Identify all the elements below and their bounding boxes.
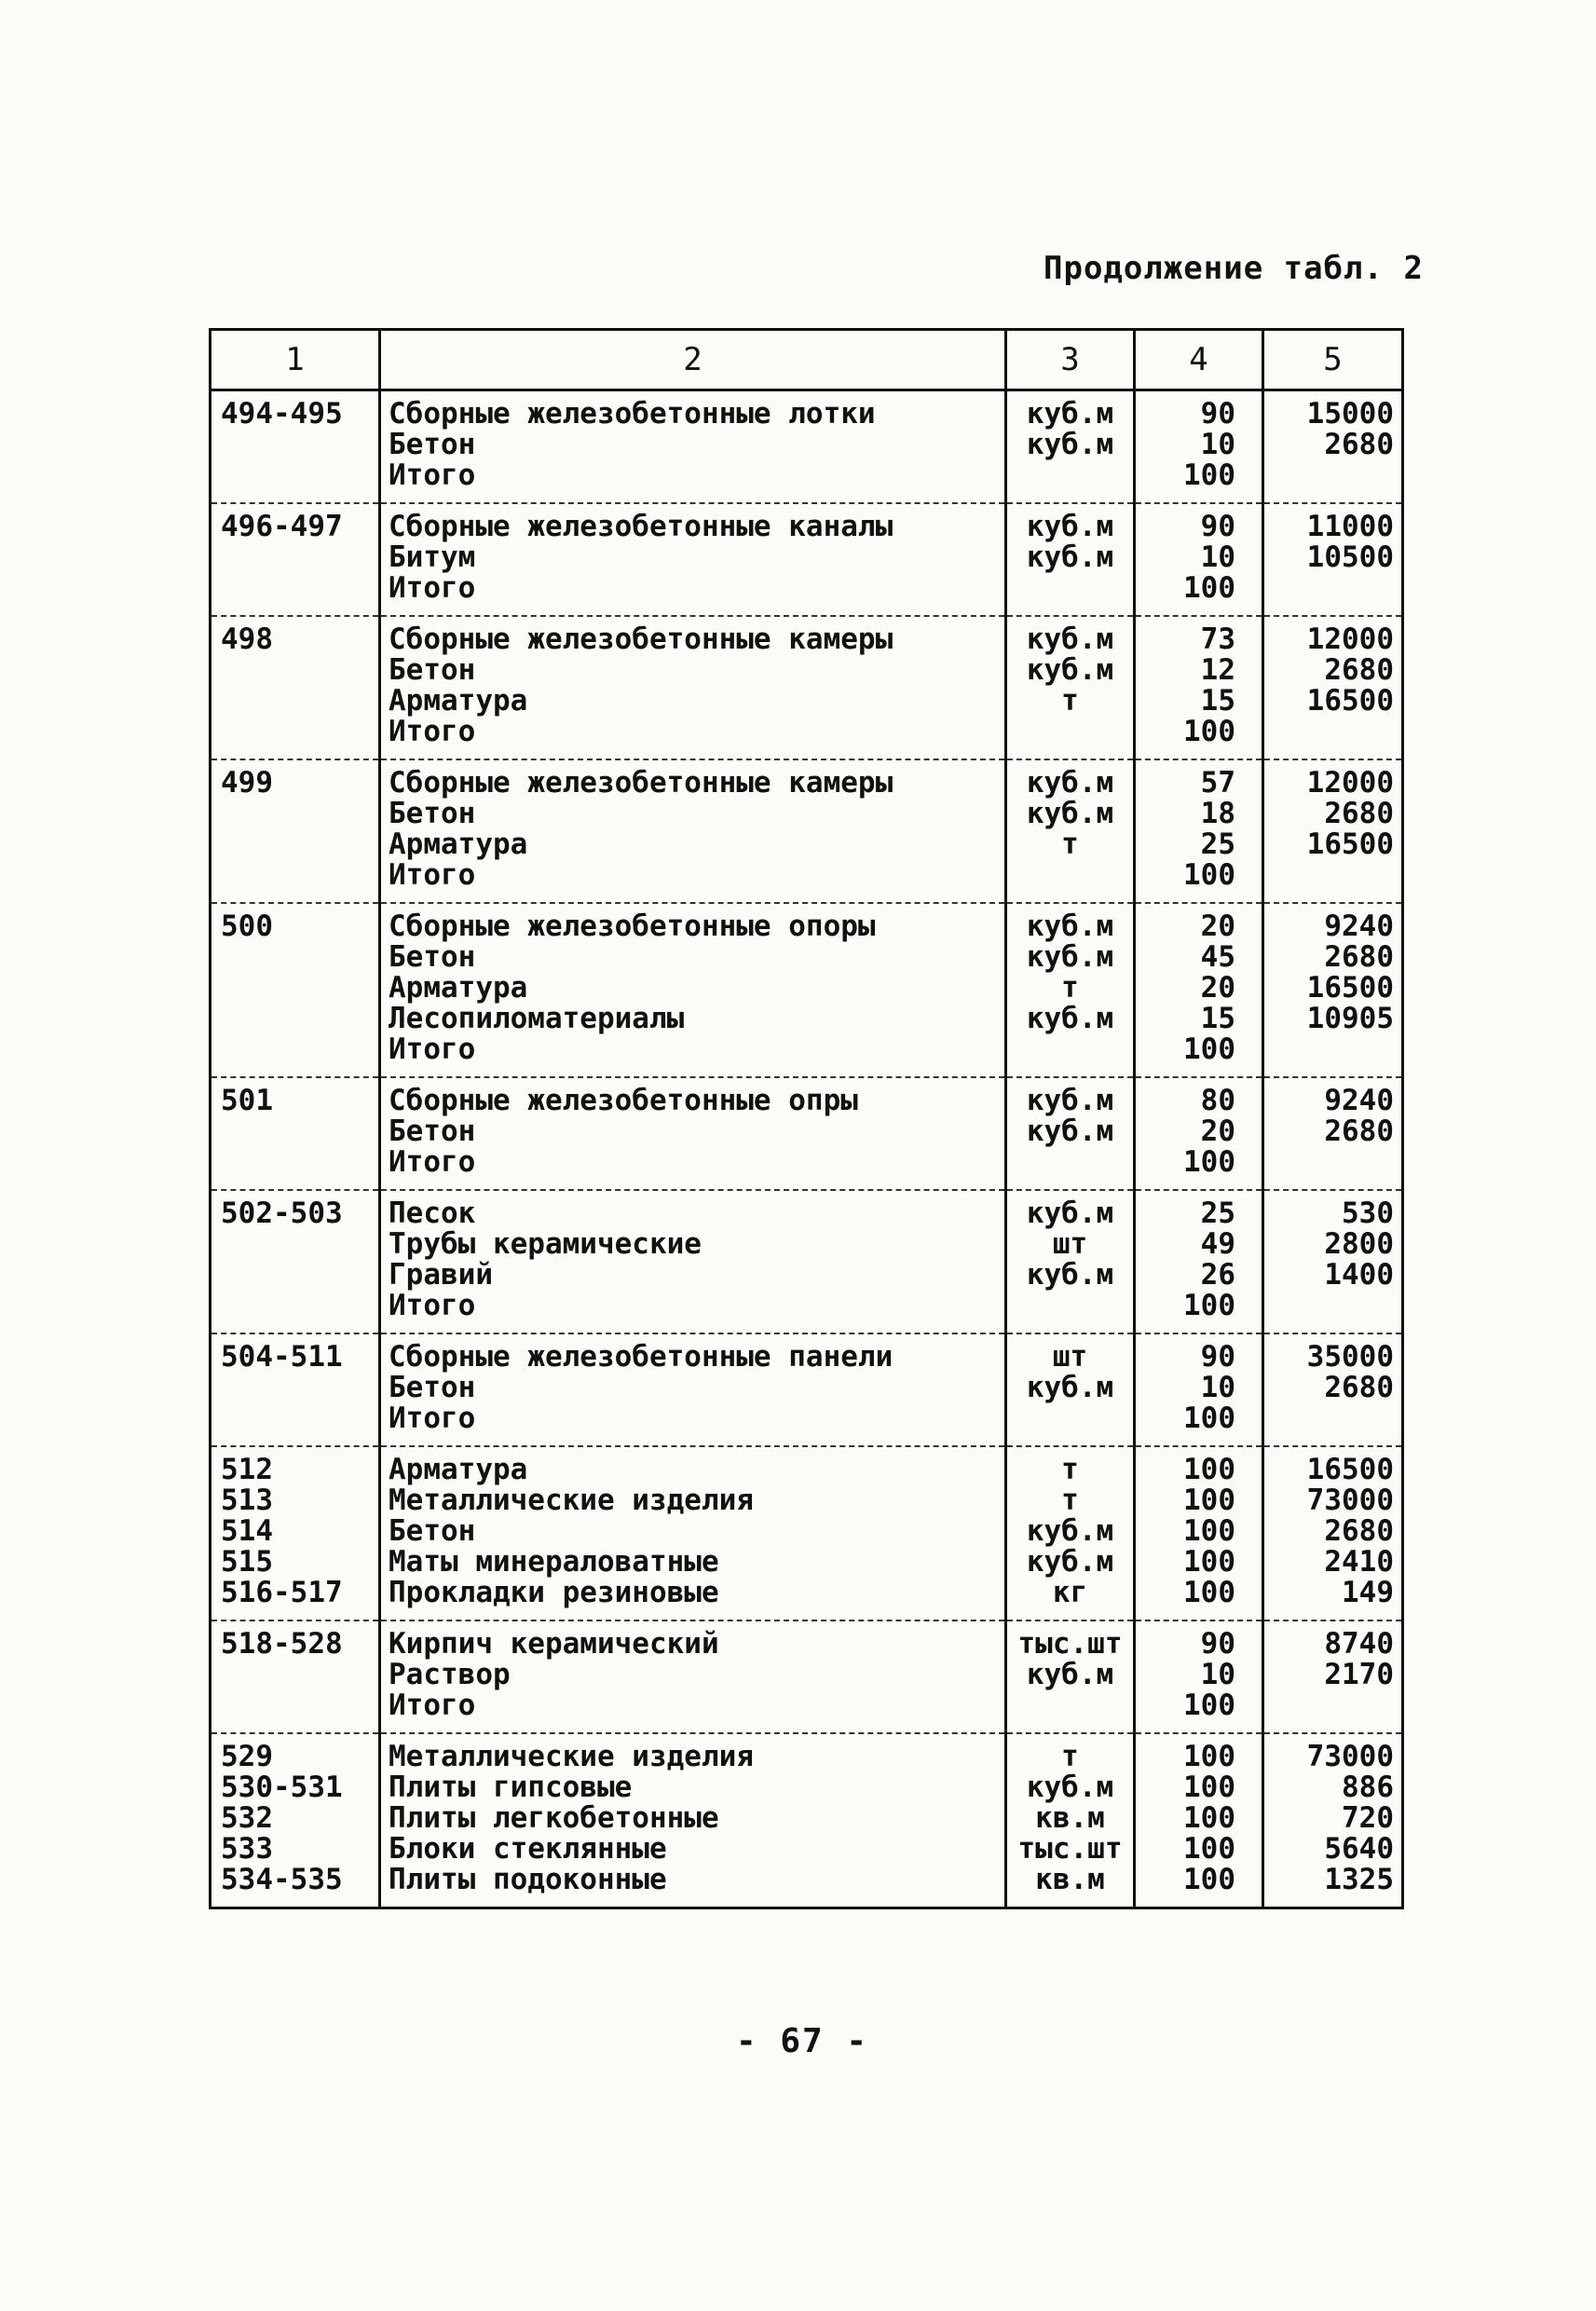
row-code-line: 501 <box>221 1084 273 1117</box>
row-code-line: 530-531 <box>221 1771 343 1804</box>
row-quantity-cell <box>1135 1446 1263 1620</box>
price-value: 2680 <box>1324 653 1394 687</box>
column-header-3: 3 <box>1006 330 1135 390</box>
row-code-cell <box>211 1077 380 1190</box>
unit-of-measure: куб.м <box>1026 1002 1114 1035</box>
unit-of-measure: куб.м <box>1026 510 1114 543</box>
price-value: 12000 <box>1306 766 1394 800</box>
row-code-cell <box>211 1333 380 1446</box>
price-value: 149 <box>1342 1576 1394 1609</box>
material-name: Маты минераловатные <box>389 1545 719 1579</box>
unit-of-measure: шт <box>1052 1340 1088 1374</box>
material-name: Сборные железобетонные опоры <box>389 909 876 943</box>
quantity-value: 15 <box>1200 1002 1235 1035</box>
row-code-line: 500 <box>221 909 273 943</box>
table-row <box>211 390 1403 504</box>
quantity-value: 25 <box>1200 827 1235 861</box>
quantity-value: 57 <box>1200 766 1235 800</box>
quantity-value: 100 <box>1183 1402 1235 1435</box>
quantity-value: 12 <box>1200 653 1235 687</box>
row-name-cell <box>380 1733 1006 1908</box>
quantity-value: 100 <box>1183 1576 1235 1609</box>
material-name: Итого <box>389 1032 476 1066</box>
row-name-cell <box>380 1333 1006 1446</box>
row-price-cell <box>1263 1077 1403 1190</box>
material-name: Блоки стеклянные <box>389 1832 667 1866</box>
unit-of-measure <box>1007 1147 1133 1178</box>
row-unit-cell <box>1006 1077 1135 1190</box>
price-value: 720 <box>1342 1801 1394 1835</box>
material-name: Бетон <box>389 1114 476 1148</box>
row-quantity-cell <box>1135 1733 1263 1908</box>
unit-of-measure <box>1007 1034 1133 1065</box>
unit-of-measure <box>1007 573 1133 604</box>
row-name-cell <box>380 1620 1006 1733</box>
unit-of-measure: т <box>1061 827 1079 861</box>
unit-of-measure: куб.м <box>1026 797 1114 830</box>
material-name: Лесопиломатериалы <box>389 1002 685 1035</box>
row-code-line: 504-511 <box>221 1340 343 1374</box>
price-value: 2680 <box>1324 940 1394 974</box>
table-body <box>211 390 1403 1908</box>
material-name: Плиты легкобетонные <box>389 1801 719 1835</box>
price-value: 2410 <box>1324 1545 1394 1579</box>
quantity-value: 90 <box>1200 1627 1235 1661</box>
row-unit-cell <box>1006 759 1135 903</box>
quantity-value: 100 <box>1183 1801 1235 1835</box>
quantity-value: 49 <box>1200 1227 1235 1261</box>
table-row <box>211 1077 1403 1190</box>
quantity-value: 90 <box>1200 1340 1235 1374</box>
table-row <box>211 1190 1403 1333</box>
material-name: Кирпич керамический <box>389 1627 719 1661</box>
row-unit-cell <box>1006 1733 1135 1908</box>
quantity-value: 20 <box>1200 1114 1235 1148</box>
material-name: Арматура <box>389 971 528 1005</box>
price-value <box>1264 573 1394 604</box>
price-value: 16500 <box>1306 1453 1394 1486</box>
material-name: Итого <box>389 1289 476 1322</box>
quantity-value: 90 <box>1200 397 1235 431</box>
price-value: 2680 <box>1324 1514 1394 1548</box>
row-unit-cell <box>1006 1190 1135 1333</box>
material-name: Итого <box>389 1402 476 1435</box>
unit-of-measure: куб.м <box>1026 1514 1114 1548</box>
row-price-cell <box>1263 1620 1403 1733</box>
quantity-value: 100 <box>1183 1689 1235 1722</box>
row-unit-cell <box>1006 1446 1135 1620</box>
row-quantity-cell <box>1135 1077 1263 1190</box>
material-name: Бетон <box>389 1514 476 1548</box>
unit-of-measure: куб.м <box>1026 1114 1114 1148</box>
quantity-value: 10 <box>1200 1658 1235 1691</box>
row-unit-cell <box>1006 616 1135 759</box>
price-value: 16500 <box>1306 971 1394 1005</box>
row-name-cell <box>380 903 1006 1077</box>
price-value: 2680 <box>1324 1371 1394 1404</box>
material-name: Металлические изделия <box>389 1740 754 1773</box>
row-name-cell <box>380 503 1006 616</box>
row-code-line: 532 <box>221 1801 273 1835</box>
table-row <box>211 1733 1403 1908</box>
row-code-line: 496-497 <box>221 510 343 543</box>
row-price-cell <box>1263 503 1403 616</box>
quantity-value: 18 <box>1200 797 1235 830</box>
unit-of-measure: куб.м <box>1026 540 1114 574</box>
unit-of-measure: куб.м <box>1026 1258 1114 1292</box>
material-name: Бетон <box>389 428 476 461</box>
price-value: 16500 <box>1306 827 1394 861</box>
material-name: Итого <box>389 1689 476 1722</box>
quantity-value: 100 <box>1183 1832 1235 1866</box>
row-code-line: 494-495 <box>221 397 343 431</box>
price-value: 10905 <box>1306 1002 1394 1035</box>
price-value: 2680 <box>1324 797 1394 830</box>
unit-of-measure: куб.м <box>1026 1084 1114 1117</box>
table-row <box>211 1620 1403 1733</box>
price-value: 12000 <box>1306 622 1394 656</box>
quantity-value: 73 <box>1200 622 1235 656</box>
material-name: Бетон <box>389 940 476 974</box>
material-name: Трубы керамические <box>389 1227 702 1261</box>
price-value: 2680 <box>1324 428 1394 461</box>
unit-of-measure: т <box>1061 971 1079 1005</box>
unit-of-measure: куб.м <box>1026 653 1114 687</box>
row-code-cell <box>211 1733 380 1908</box>
quantity-value: 100 <box>1183 1453 1235 1486</box>
quantity-value: 25 <box>1200 1197 1235 1230</box>
quantity-value: 100 <box>1183 1514 1235 1548</box>
material-name: Итого <box>389 458 476 492</box>
unit-of-measure: куб.м <box>1026 1545 1114 1579</box>
quantity-value: 10 <box>1200 1371 1235 1404</box>
quantity-value: 100 <box>1183 1863 1235 1896</box>
material-name: Гравий <box>389 1258 493 1292</box>
quantity-value: 15 <box>1200 684 1235 718</box>
row-unit-cell <box>1006 503 1135 616</box>
quantity-value: 10 <box>1200 428 1235 461</box>
row-code-cell <box>211 1620 380 1733</box>
material-name: Сборные железобетонные каналы <box>389 510 893 543</box>
quantity-value: 100 <box>1183 1740 1235 1773</box>
price-value <box>1264 1403 1394 1434</box>
quantity-value: 100 <box>1183 1771 1235 1804</box>
price-value: 8740 <box>1324 1627 1394 1661</box>
price-value: 35000 <box>1306 1340 1394 1374</box>
quantity-value: 20 <box>1200 971 1235 1005</box>
row-quantity-cell <box>1135 1620 1263 1733</box>
material-name: Сборные железобетонные камеры <box>389 766 893 800</box>
table-row <box>211 903 1403 1077</box>
price-value: 9240 <box>1324 1084 1394 1117</box>
row-code-line: 514 <box>221 1514 273 1548</box>
material-name: Итого <box>389 858 476 892</box>
material-name: Арматура <box>389 684 528 718</box>
row-code-cell <box>211 390 380 504</box>
material-name: Сборные железобетонные лотки <box>389 397 876 431</box>
unit-of-measure: куб.м <box>1026 766 1114 800</box>
row-quantity-cell <box>1135 759 1263 903</box>
material-name: Битум <box>389 540 476 574</box>
quantity-value: 45 <box>1200 940 1235 974</box>
material-name: Сборные железобетонные панели <box>389 1340 893 1374</box>
page-number: - 67 - <box>736 2022 869 2060</box>
row-code-line: 512 <box>221 1453 273 1486</box>
unit-of-measure: т <box>1061 1740 1079 1773</box>
row-code-line: 515 <box>221 1545 273 1579</box>
quantity-value: 100 <box>1183 1545 1235 1579</box>
material-name: Плиты подоконные <box>389 1863 667 1896</box>
price-value: 73000 <box>1306 1740 1394 1773</box>
price-value: 10500 <box>1306 540 1394 574</box>
unit-of-measure: кв.м <box>1035 1863 1105 1896</box>
quantity-value: 100 <box>1183 1289 1235 1322</box>
row-quantity-cell <box>1135 903 1263 1077</box>
row-code-cell <box>211 503 380 616</box>
material-name: Арматура <box>389 827 528 861</box>
quantity-value: 100 <box>1183 1032 1235 1066</box>
price-value: 16500 <box>1306 684 1394 718</box>
row-code-cell <box>211 1190 380 1333</box>
price-value <box>1264 1034 1394 1065</box>
row-code-line: 534-535 <box>221 1863 343 1896</box>
material-name: Итого <box>389 1145 476 1179</box>
material-name: Раствор <box>389 1658 511 1691</box>
table-row <box>211 503 1403 616</box>
material-name: Бетон <box>389 1371 476 1404</box>
price-value: 2680 <box>1324 1114 1394 1148</box>
table-row <box>211 1446 1403 1620</box>
price-value <box>1264 460 1394 491</box>
row-code-line: 498 <box>221 622 273 656</box>
row-name-cell <box>380 1077 1006 1190</box>
row-name-cell <box>380 390 1006 504</box>
column-header-5: 5 <box>1263 330 1403 390</box>
quantity-value: 90 <box>1200 510 1235 543</box>
price-value <box>1264 1147 1394 1178</box>
unit-of-measure <box>1007 1403 1133 1434</box>
price-value <box>1264 717 1394 747</box>
column-header-2: 2 <box>380 330 1006 390</box>
table-header-row <box>211 330 1403 390</box>
unit-of-measure: куб.м <box>1026 1658 1114 1691</box>
price-value: 530 <box>1342 1197 1394 1230</box>
unit-of-measure: куб.м <box>1026 1197 1114 1230</box>
quantity-value: 20 <box>1200 909 1235 943</box>
quantity-value: 26 <box>1200 1258 1235 1292</box>
price-value <box>1264 1690 1394 1721</box>
row-price-cell <box>1263 390 1403 504</box>
column-header-1: 1 <box>211 330 380 390</box>
row-code-line: 513 <box>221 1484 273 1517</box>
materials-table <box>209 328 1404 1909</box>
row-price-cell <box>1263 1333 1403 1446</box>
quantity-value: 100 <box>1183 1484 1235 1517</box>
column-header-4: 4 <box>1135 330 1263 390</box>
row-quantity-cell <box>1135 1190 1263 1333</box>
material-name: Бетон <box>389 653 476 687</box>
material-name: Сборные железобетонные камеры <box>389 622 893 656</box>
price-value <box>1264 860 1394 891</box>
row-code-line: 529 <box>221 1740 273 1773</box>
price-value <box>1264 1291 1394 1321</box>
unit-of-measure: куб.м <box>1026 940 1114 974</box>
row-price-cell <box>1263 1446 1403 1620</box>
quantity-value: 100 <box>1183 858 1235 892</box>
unit-of-measure: куб.м <box>1026 909 1114 943</box>
row-price-cell <box>1263 1190 1403 1333</box>
row-name-cell <box>380 759 1006 903</box>
row-quantity-cell <box>1135 1333 1263 1446</box>
table-row <box>211 1333 1403 1446</box>
row-quantity-cell <box>1135 390 1263 504</box>
row-unit-cell <box>1006 903 1135 1077</box>
row-code-line: 533 <box>221 1832 273 1866</box>
material-name: Плиты гипсовые <box>389 1771 633 1804</box>
table-continuation-caption: Продолжение табл. 2 <box>1044 250 1424 287</box>
unit-of-measure: куб.м <box>1026 1371 1114 1404</box>
row-price-cell <box>1263 759 1403 903</box>
price-value: 2800 <box>1324 1227 1394 1261</box>
price-value: 11000 <box>1306 510 1394 543</box>
unit-of-measure: тыс.шт <box>1017 1832 1123 1866</box>
price-value: 73000 <box>1306 1484 1394 1517</box>
unit-of-measure <box>1007 1690 1133 1721</box>
table-row <box>211 759 1403 903</box>
quantity-value: 10 <box>1200 540 1235 574</box>
price-value: 9240 <box>1324 909 1394 943</box>
price-value: 5640 <box>1324 1832 1394 1866</box>
unit-of-measure: куб.м <box>1026 1771 1114 1804</box>
row-price-cell <box>1263 1733 1403 1908</box>
unit-of-measure: т <box>1061 684 1079 718</box>
material-name: Прокладки резиновые <box>389 1576 719 1609</box>
row-name-cell <box>380 616 1006 759</box>
row-price-cell <box>1263 903 1403 1077</box>
row-code-cell <box>211 759 380 903</box>
unit-of-measure: кг <box>1052 1576 1088 1609</box>
unit-of-measure: т <box>1061 1484 1079 1517</box>
material-name: Металлические изделия <box>389 1484 754 1517</box>
unit-of-measure <box>1007 1291 1133 1321</box>
quantity-value: 100 <box>1183 458 1235 492</box>
table-row <box>211 616 1403 759</box>
unit-of-measure: куб.м <box>1026 397 1114 431</box>
unit-of-measure: куб.м <box>1026 428 1114 461</box>
unit-of-measure: кв.м <box>1035 1801 1105 1835</box>
row-code-cell <box>211 616 380 759</box>
row-code-line: 499 <box>221 766 273 800</box>
row-quantity-cell <box>1135 503 1263 616</box>
row-code-cell <box>211 903 380 1077</box>
price-value: 886 <box>1342 1771 1394 1804</box>
quantity-value: 100 <box>1183 1145 1235 1179</box>
material-name: Итого <box>389 571 476 605</box>
row-code-line: 502-503 <box>221 1197 343 1230</box>
price-value: 1325 <box>1324 1863 1394 1896</box>
row-code-line: 516-517 <box>221 1576 343 1609</box>
quantity-value: 80 <box>1200 1084 1235 1117</box>
unit-of-measure: куб.м <box>1026 622 1114 656</box>
quantity-value: 100 <box>1183 571 1235 605</box>
price-value: 2170 <box>1324 1658 1394 1691</box>
price-value: 15000 <box>1306 397 1394 431</box>
material-name: Арматура <box>389 1453 528 1486</box>
material-name: Бетон <box>389 797 476 830</box>
row-quantity-cell <box>1135 616 1263 759</box>
material-name: Итого <box>389 715 476 748</box>
row-price-cell <box>1263 616 1403 759</box>
unit-of-measure: шт <box>1052 1227 1088 1261</box>
material-name: Сборные железобетонные опры <box>389 1084 858 1117</box>
material-name: Песок <box>389 1197 476 1230</box>
row-unit-cell <box>1006 1333 1135 1446</box>
row-unit-cell <box>1006 1620 1135 1733</box>
row-name-cell <box>380 1446 1006 1620</box>
row-unit-cell <box>1006 390 1135 504</box>
row-code-cell <box>211 1446 380 1620</box>
unit-of-measure <box>1007 717 1133 747</box>
row-code-line: 518-528 <box>221 1627 343 1661</box>
unit-of-measure <box>1007 460 1133 491</box>
unit-of-measure: тыс.шт <box>1017 1627 1123 1661</box>
row-name-cell <box>380 1190 1006 1333</box>
quantity-value: 100 <box>1183 715 1235 748</box>
unit-of-measure: т <box>1061 1453 1079 1486</box>
price-value: 1400 <box>1324 1258 1394 1292</box>
unit-of-measure <box>1007 860 1133 891</box>
